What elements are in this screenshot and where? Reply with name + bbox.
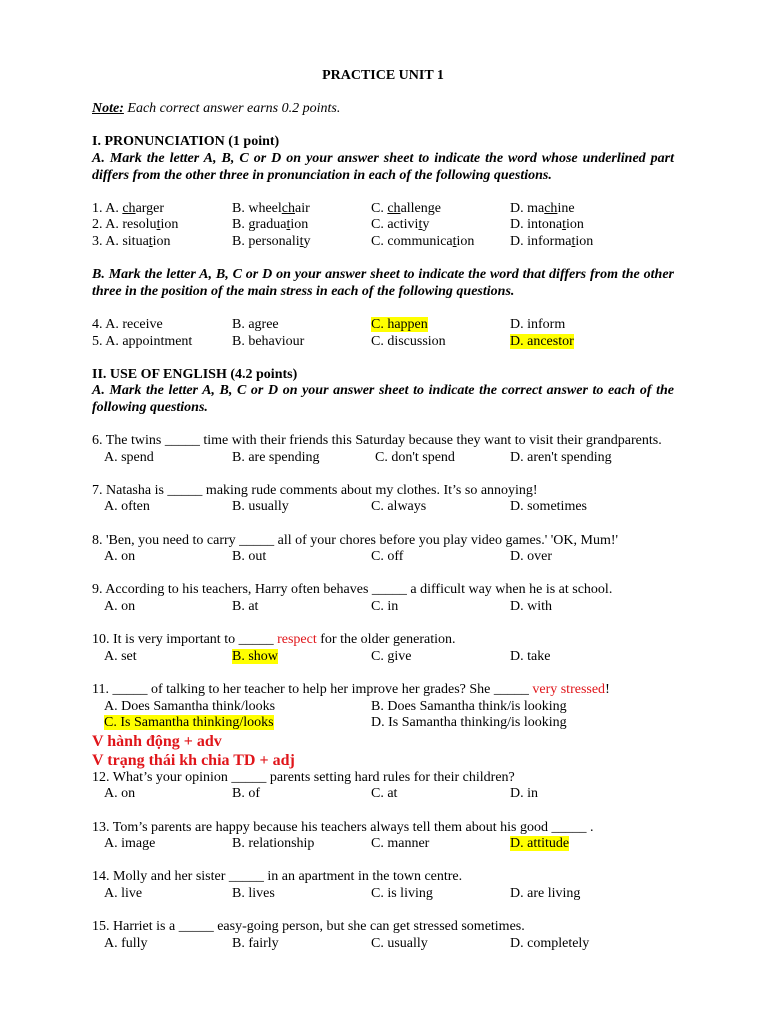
question-stem	[92, 820, 674, 837]
question-stem	[92, 483, 674, 500]
text-segment: y	[303, 233, 311, 249]
question-stem	[92, 582, 674, 599]
underlined-letters: ch	[122, 200, 136, 216]
answer-option	[510, 334, 574, 351]
underlined-letters: t	[299, 233, 304, 249]
text-segment: A. on	[104, 549, 136, 565]
text-segment: A. set	[104, 648, 137, 664]
text-segment: D. ma	[510, 200, 545, 216]
answer-option	[92, 201, 164, 218]
text-segment: 2. A. resolu	[92, 217, 157, 233]
question-stem	[92, 919, 674, 936]
answer-option	[371, 317, 428, 334]
section-heading: II. USE OF ENGLISH (4.2 points)	[92, 366, 298, 382]
instruction-text: A. Mark the letter A, B, C or D on your answer sheet to indicate the word whose underlined part differs from the other three in pronunciation in each of the following questions.	[92, 150, 674, 183]
text-segment: 13. Tom’s parents are happy because his teachers always tell them about his good _____ .	[92, 819, 594, 835]
text-segment: ion	[575, 233, 594, 249]
spacer	[92, 903, 674, 920]
text-segment: 12. What’s your opinion _____ parents setting hard rules for their children?	[92, 769, 515, 785]
answer-option	[232, 886, 275, 903]
text-segment: C. give	[371, 648, 412, 664]
text-segment: A. often	[104, 499, 150, 515]
text-segment: A. image	[104, 836, 156, 852]
text-segment: C. at	[371, 786, 398, 802]
spacer	[92, 516, 674, 533]
answer-options-row	[92, 499, 674, 516]
answer-option	[104, 836, 155, 853]
text-segment: D. Is Samantha thinking/is looking	[371, 715, 567, 731]
text-segment: 11. _____ of talking to her teacher to help her improve her grades? She _____	[92, 681, 533, 697]
red-marked-text: respect	[277, 632, 317, 648]
text-segment: 4. A. receive	[92, 316, 163, 332]
answer-option	[104, 450, 154, 467]
answer-options-row	[92, 649, 674, 666]
spacer	[92, 350, 674, 367]
text-segment: 15. Harriet is a _____ easy-going person, but she can get stressed sometimes.	[92, 919, 525, 935]
text-segment: B. personali	[232, 233, 300, 249]
text-segment: ion	[456, 233, 475, 249]
text-segment: 8. 'Ben, you need to carry _____ all of your chores before you play video games.' 'OK, Mum!'	[92, 532, 619, 548]
text-segment: D. in	[510, 786, 538, 802]
text-segment: B. out	[232, 549, 267, 565]
answer-option	[104, 649, 137, 666]
spacer	[92, 466, 674, 483]
answer-options-row	[92, 715, 674, 732]
text-segment: 14. Molly and her sister _____ in an apartment in the town centre.	[92, 869, 463, 885]
text-segment: C. communica	[371, 233, 453, 249]
answer-option	[104, 786, 135, 803]
section-heading: I. PRONUNCIATION (1 point)	[92, 134, 280, 150]
text-segment: 3. A. situa	[92, 233, 149, 249]
answer-option	[371, 786, 397, 803]
text-segment: air	[294, 200, 310, 216]
text-segment: B. usually	[232, 499, 289, 515]
text-segment: D. inform	[510, 316, 566, 332]
text-segment: C. is living	[371, 885, 433, 901]
answer-option	[232, 499, 289, 516]
underlined-letters: ch	[281, 200, 295, 216]
answer-option	[510, 201, 575, 218]
text-segment: 10. It is very important to _____	[92, 632, 278, 648]
answer-options-row	[92, 886, 674, 903]
text-segment: B. gradua	[232, 217, 287, 233]
text-segment: A. live	[104, 885, 143, 901]
underlined-letters: t	[452, 233, 457, 249]
text-segment: D. aren't spending	[510, 449, 612, 465]
text-segment: !	[605, 681, 610, 697]
underlined-letters: t	[418, 217, 423, 233]
text-segment: C. don't spend	[375, 449, 455, 465]
text-segment: ion	[566, 217, 584, 233]
question-stem	[92, 632, 674, 649]
underlined-letters: ch	[387, 200, 401, 216]
spacer	[92, 118, 674, 135]
text-segment: C.	[371, 200, 388, 216]
answer-option	[510, 317, 565, 334]
answer-option	[371, 599, 398, 616]
text-segment: ion	[290, 217, 309, 233]
answer-options-row	[92, 217, 674, 234]
worksheet-content	[92, 118, 674, 953]
text-segment: B. agree	[232, 316, 279, 332]
answer-options-row	[92, 836, 674, 853]
answer-option	[510, 234, 593, 251]
text-segment: D. completely	[510, 935, 590, 951]
text-segment: B. at	[232, 599, 259, 614]
answer-option	[371, 715, 567, 732]
text-segment: B. lives	[232, 885, 275, 901]
answer-option	[232, 836, 314, 853]
text-segment: D. take	[510, 648, 551, 664]
text-segment: ine	[557, 200, 575, 216]
answer-option	[371, 201, 441, 218]
text-segment: C. in	[371, 599, 399, 614]
answer-options-row	[92, 549, 674, 566]
spacer	[92, 665, 674, 682]
highlighted-answer: B. show	[232, 648, 278, 664]
question-stem	[92, 869, 674, 886]
underlined-letters: t	[562, 217, 566, 233]
answer-option	[371, 549, 403, 566]
text-segment: 5. A. appointment	[92, 333, 193, 349]
text-segment: 9. According to his teachers, Harry often behaves _____ a difficult way when he is at school.	[92, 582, 613, 598]
answer-option	[510, 549, 552, 566]
answer-option	[510, 886, 580, 903]
answer-options-row	[92, 699, 674, 716]
answer-option	[104, 499, 150, 516]
answer-options-row	[92, 234, 674, 251]
answer-option	[371, 234, 474, 251]
highlighted-answer: C. happen	[371, 316, 428, 332]
answer-option	[92, 217, 178, 234]
spacer	[92, 300, 674, 317]
underlined-letters: t	[286, 217, 291, 233]
note-line	[92, 101, 674, 118]
red-marked-text: very stressed	[532, 681, 606, 697]
text-segment: D. with	[510, 599, 552, 614]
text-segment: A. fully	[104, 935, 148, 951]
text-segment: A. on	[104, 599, 136, 614]
answer-option	[232, 649, 278, 666]
answer-option	[92, 234, 171, 251]
answer-option	[104, 699, 275, 716]
answer-option	[510, 836, 569, 853]
text-segment: allenge	[400, 200, 441, 216]
text-segment: A. Does Samantha think/looks	[104, 698, 276, 714]
answer-option	[232, 450, 319, 467]
answer-option	[371, 334, 446, 351]
text-segment: for the older generation.	[316, 632, 456, 648]
answer-options-row	[92, 786, 674, 803]
question-stem	[92, 533, 674, 550]
answer-options-row	[92, 450, 674, 467]
answer-option	[375, 450, 455, 467]
underlined-letters: t	[148, 233, 153, 249]
answer-option	[371, 836, 429, 853]
text-segment: D. intona	[510, 217, 563, 233]
answer-option	[371, 699, 567, 716]
text-segment: D. informa	[510, 233, 572, 249]
answer-options-row	[92, 334, 674, 351]
answer-option	[371, 936, 428, 953]
highlighted-answer: D. attitude	[510, 836, 570, 852]
answer-option	[232, 234, 311, 251]
spacer	[92, 251, 674, 268]
spacer	[92, 616, 674, 633]
text-segment: D. are living	[510, 885, 581, 901]
text-segment: B. fairly	[232, 935, 279, 951]
answer-option	[510, 649, 550, 666]
text-segment: 6. The twins _____ time with their friends this Saturday because they want to visit their grandparents.	[92, 433, 662, 449]
answer-options-row	[92, 317, 674, 334]
answer-option	[232, 317, 279, 334]
answer-options-row	[92, 201, 674, 218]
spacer	[92, 416, 674, 433]
answer-option	[104, 599, 135, 616]
answer-options-row	[92, 599, 674, 616]
text-segment: D. over	[510, 549, 552, 565]
highlighted-answer: D. ancestor	[510, 333, 574, 349]
answer-option	[232, 549, 266, 566]
question-stem	[92, 433, 674, 450]
text-segment: 7. Natasha is _____ making rude comments about my clothes. It’s so annoying!	[92, 482, 538, 498]
spacer	[92, 853, 674, 870]
answer-option	[510, 599, 552, 616]
answer-option	[510, 786, 538, 803]
worksheet-page	[92, 68, 674, 952]
spacer	[92, 803, 674, 820]
spacer	[92, 566, 674, 583]
answer-option	[92, 317, 163, 334]
answer-option	[92, 334, 192, 351]
page-title: PRACTICE UNIT 1	[322, 68, 444, 83]
answer-option	[510, 217, 584, 234]
answer-option	[510, 499, 587, 516]
answer-option	[232, 786, 260, 803]
underlined-letters: t	[156, 217, 161, 233]
answer-option	[104, 549, 135, 566]
answer-option	[371, 649, 411, 666]
text-segment: arger	[135, 200, 165, 216]
text-segment: C. usually	[371, 935, 428, 951]
text-segment: C. activi	[371, 217, 419, 233]
answer-options-row	[92, 936, 674, 953]
instruction-text: A. Mark the letter A, B, C or D on your answer sheet to indicate the correct answer to each of the following questions.	[92, 383, 674, 415]
text-segment: ion	[152, 233, 171, 249]
answer-option	[510, 936, 589, 953]
text-segment: B. wheel	[232, 200, 282, 216]
text-segment: C. manner	[371, 836, 430, 852]
answer-option	[232, 936, 279, 953]
answer-option	[371, 499, 426, 516]
text-segment: D. sometimes	[510, 499, 587, 515]
spacer	[92, 184, 674, 201]
text-segment: C. off	[371, 549, 404, 565]
instruction-text: B. Mark the letter A, B, C or D on your answer sheet to indicate the word that differs from the other three in the position of the main stress in each of the following questions.	[92, 267, 674, 299]
handwritten-annotation: V trạng thái kh chia TD + adj	[92, 751, 295, 769]
highlighted-answer: C. Is Samantha thinking/looks	[104, 715, 274, 731]
text-segment: B. behaviour	[232, 333, 305, 349]
text-segment: 1. A.	[92, 200, 123, 216]
text-segment: y	[422, 217, 430, 233]
note-label: Note:	[92, 101, 124, 117]
underlined-letters: t	[571, 233, 576, 249]
text-segment: B. of	[232, 786, 260, 802]
answer-option	[232, 201, 310, 218]
text-segment: C. always	[371, 499, 427, 515]
text-segment: B. relationship	[232, 836, 315, 852]
text-segment: ion	[160, 217, 179, 233]
text-segment: C. discussion	[371, 333, 446, 349]
underlined-letters: ch	[544, 200, 558, 216]
text-segment: A. spend	[104, 449, 154, 465]
answer-option	[232, 217, 308, 234]
text-segment: B. Does Samantha think/is looking	[371, 698, 567, 714]
answer-option	[104, 936, 148, 953]
spacer	[92, 85, 674, 102]
handwritten-annotation: V hành động + adv	[92, 732, 222, 750]
answer-option	[371, 217, 429, 234]
answer-option	[232, 599, 258, 616]
answer-option	[232, 334, 304, 351]
question-stem	[92, 770, 674, 787]
note-text: Each correct answer earns 0.2 points.	[123, 101, 341, 117]
text-segment: A. on	[104, 786, 136, 802]
text-segment: B. are spending	[232, 449, 320, 465]
answer-option	[371, 886, 433, 903]
answer-option	[104, 886, 142, 903]
answer-option	[510, 450, 612, 467]
answer-option	[104, 715, 274, 732]
question-stem	[92, 682, 674, 699]
